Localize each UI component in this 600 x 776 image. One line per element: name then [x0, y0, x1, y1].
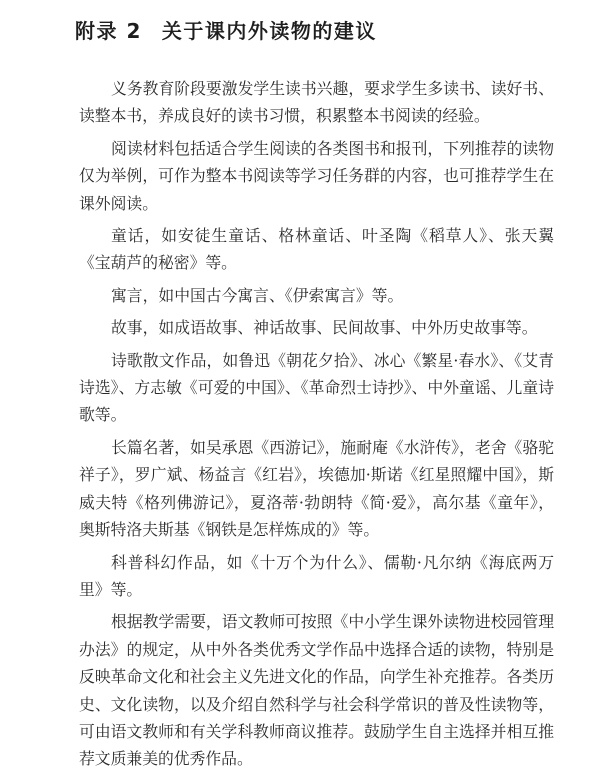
paragraph-fables: 寓言，如中国古今寓言、《伊索寓言》等。: [111, 285, 404, 305]
paragraph-stories: 故事，如成语故事、神话故事、民间故事、中外历史故事等。: [111, 318, 538, 338]
paragraph-classic-novels: 长篇名著，如吴承恩《西游记》，施耐庵《水浒传》，老舍《骆驼祥子》，罗广斌、杨益言《红岩》，埃德加·斯诺《红星照耀中国》，斯威夫特《格列佛游记》，夏洛蒂·勃朗特《简·爱》，高尔基《童年》，奥斯特洛夫斯基《钢铁是怎样炼成的》等。: [79, 437, 554, 540]
paragraph-intro: 义务教育阶段要激发学生读书兴趣，要求学生多读书、读好书、读整本书，养成良好的读书习惯，积累整本书阅读的经验。: [79, 79, 554, 126]
paragraph-teacher-recommendations: 根据教学需要，语文教师可按照《中小学生课外读物进校园管理办法》的规定，从中外各类优秀文学作品中选择合适的读物，特别是反映革命文化和社会主义先进文化的作品，向学生补充推荐。各类历史、文化读物，以及介绍自然科学与社会科学常识的普及性读物等，可由语文教师和有关学科教师商议推荐。鼓励学生自主选择并相互推荐文质兼美的优秀作品。: [79, 612, 554, 769]
paragraph-poetry-prose: 诗歌散文作品，如鲁迅《朝花夕拾》、冰心《繁星·春水》、《艾青诗选》、方志敏《可爱的中国》、《革命烈士诗抄》、中外童谣、儿童诗歌等。: [79, 350, 554, 425]
appendix-number: 附录 2: [75, 19, 142, 43]
paragraph-popular-science: 科普科幻作品，如《十万个为什么》、儒勒·凡尔纳《海底两万里》等。: [79, 552, 554, 599]
appendix-title: 关于课内外读物的建议: [161, 19, 377, 43]
paragraph-fairy-tales: 童话，如安徒生童话、格林童话、叶圣陶《稻草人》、张天翼《宝葫芦的秘密》等。: [79, 226, 554, 273]
document-body: [79, 75, 554, 773]
paragraph-reading-materials: 阅读材料包括适合学生阅读的各类图书和报刊，下列推荐的读物仅为举例，可作为整本书阅读等学习任务群的内容，也可推荐学生在课外阅读。: [79, 138, 554, 213]
page-title: [75, 18, 554, 44]
